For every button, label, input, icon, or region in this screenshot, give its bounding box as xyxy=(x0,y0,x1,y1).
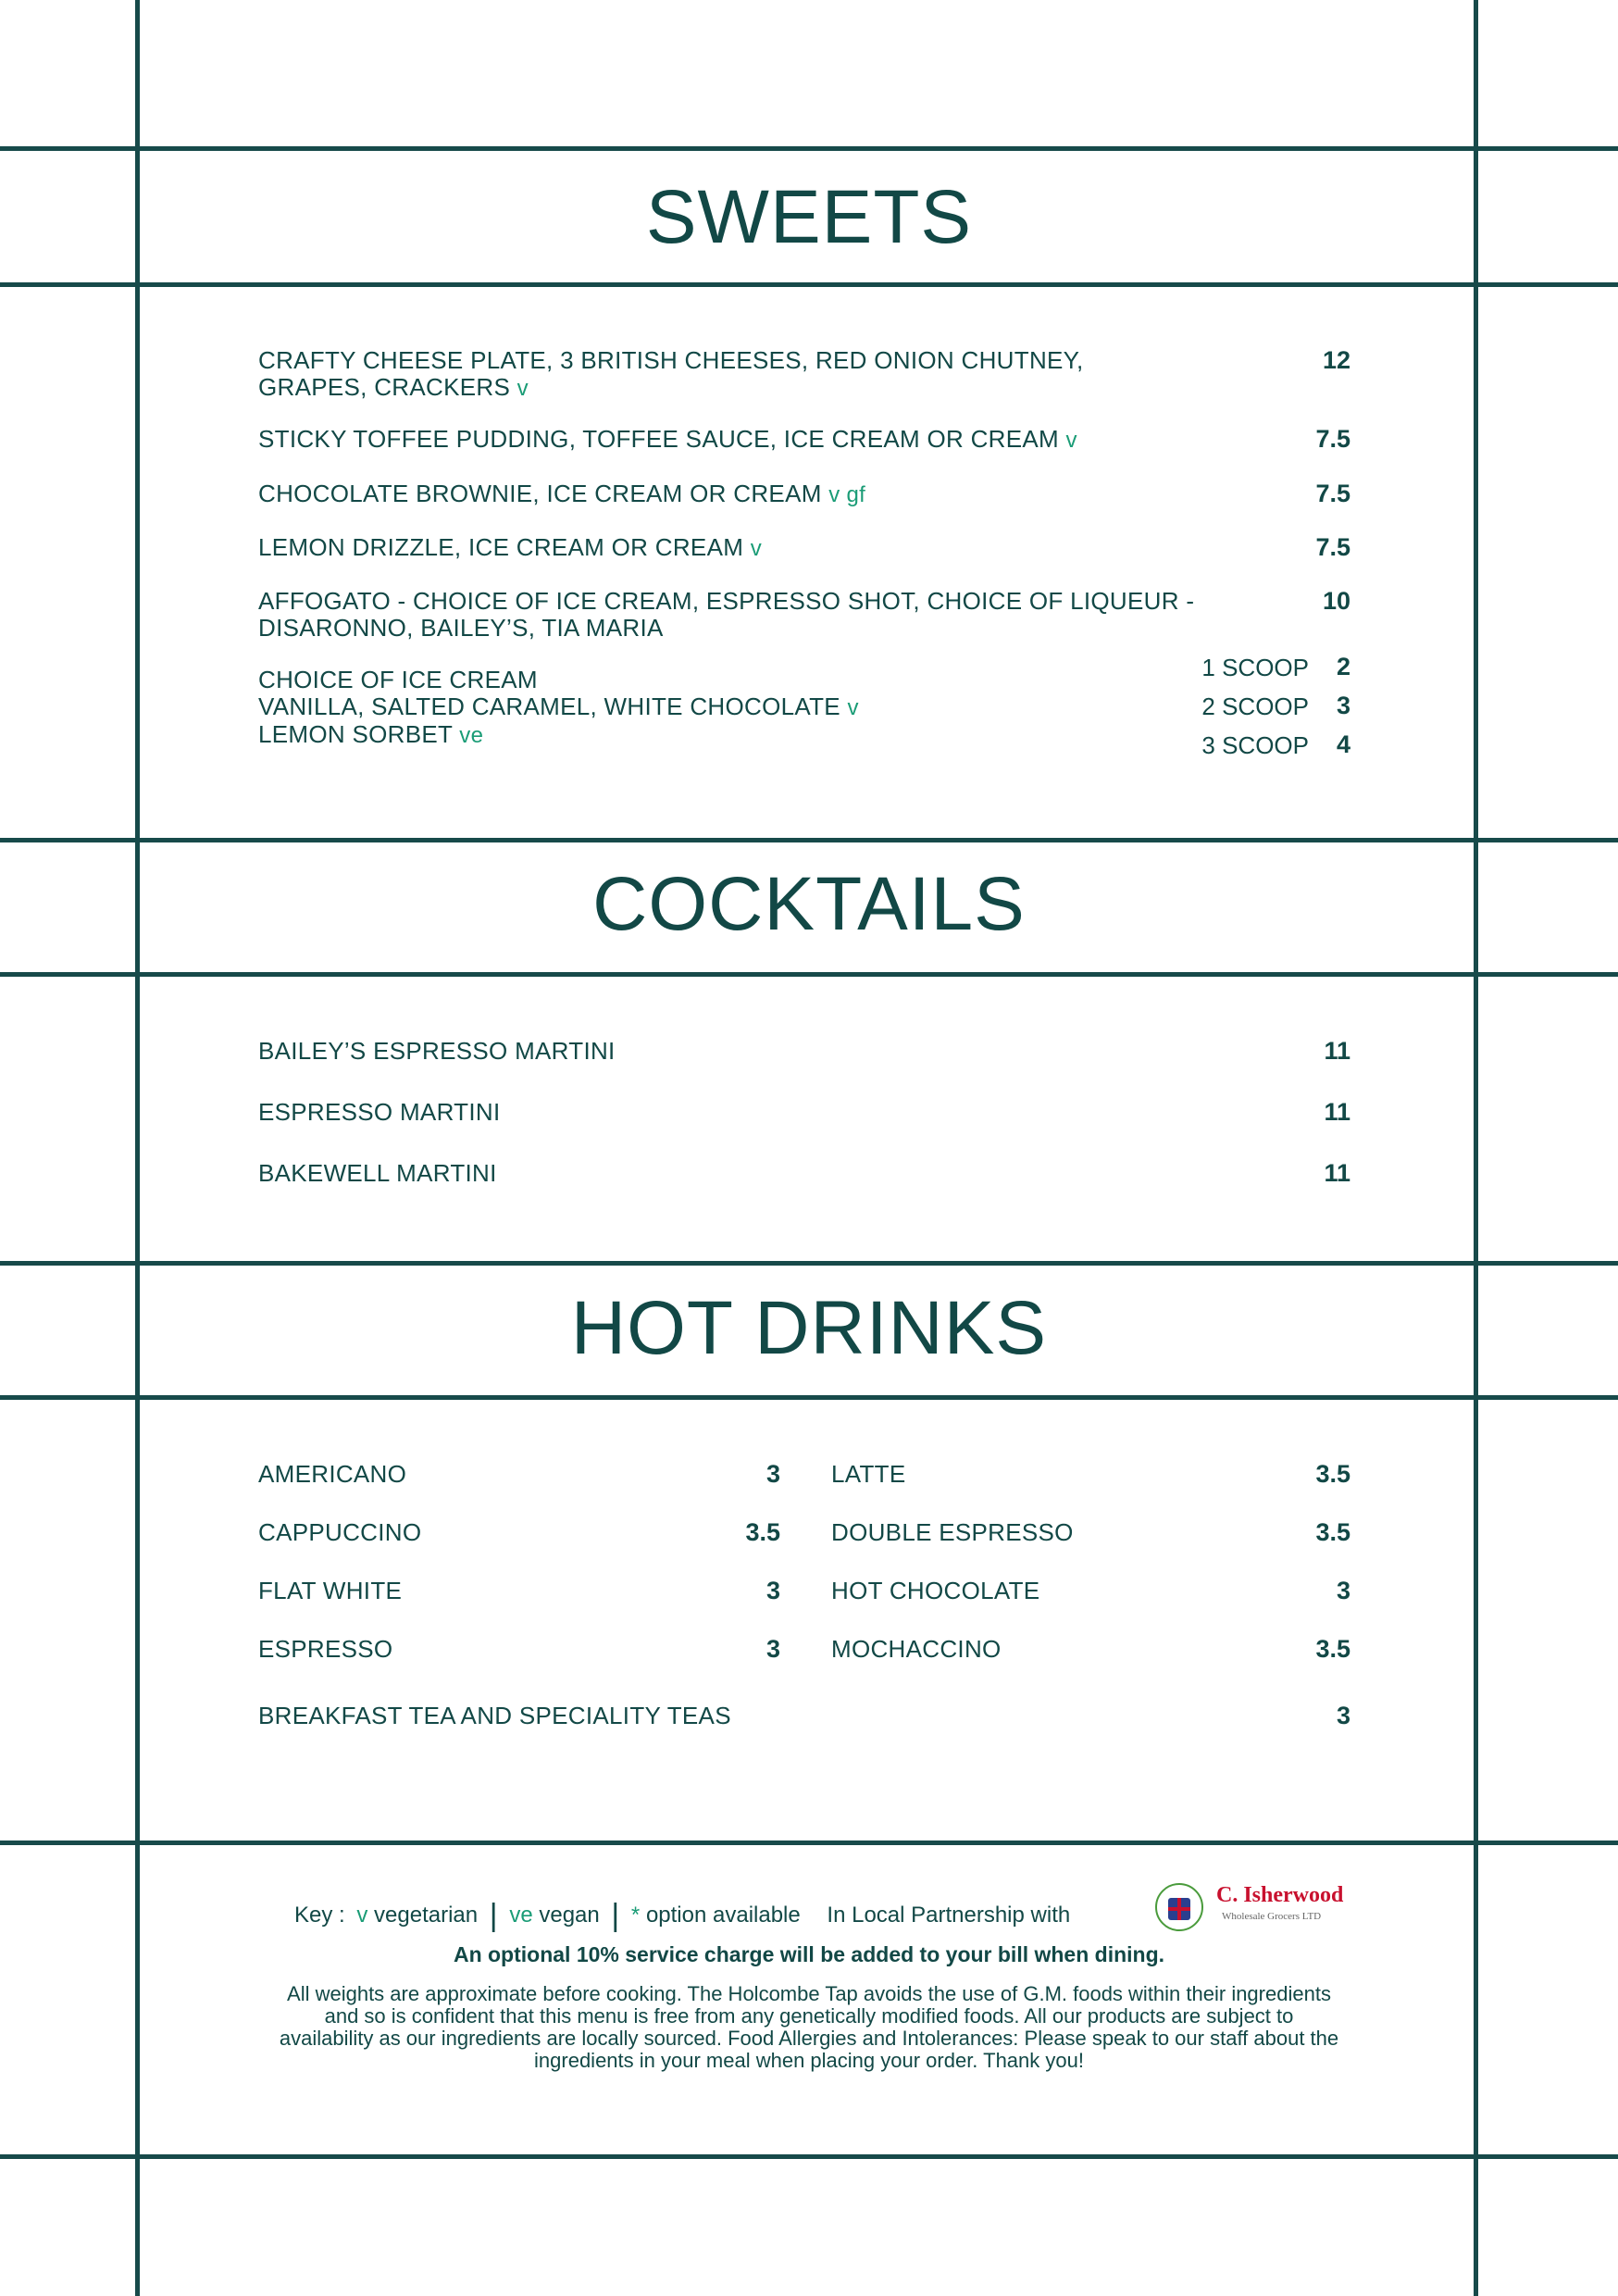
divider-line xyxy=(0,1261,1618,1266)
veg-symbol: v xyxy=(356,1903,368,1928)
divider-line xyxy=(0,1841,1618,1845)
menu-item-cocktail: BAKEWELL MARTINI xyxy=(258,1159,497,1187)
item-name-line: DISARONNO, BAILEY’S, TIA MARIA xyxy=(258,614,664,642)
cocktails-heading: COCKTAILS xyxy=(592,862,1026,946)
item-price: 11 xyxy=(1324,1037,1350,1065)
item-name-line: CRAFTY CHEESE PLATE, 3 BRITISH CHEESES, RED ONION CHUTNEY, xyxy=(258,346,1084,374)
union-flag-icon xyxy=(1168,1898,1190,1920)
menu-item-ice-cream xyxy=(258,667,859,749)
divider-line xyxy=(0,838,1618,842)
menu-item-drink: FLAT WHITE xyxy=(258,1577,403,1604)
divider-line xyxy=(0,282,1618,287)
item-name-line: CHOICE OF ICE CREAM xyxy=(258,666,538,693)
item-name-line: AFFOGATO - CHOICE OF ICE CREAM, ESPRESSO SHOT, CHOICE OF LIQUEUR - xyxy=(258,587,1195,615)
item-price: 3 xyxy=(1336,1702,1350,1729)
dietary-tag: v xyxy=(1065,428,1077,453)
menu-item-drink: DOUBLE ESPRESSO xyxy=(831,1518,1074,1546)
menu-item-drink: LATTE xyxy=(831,1460,906,1488)
option-text: option available xyxy=(645,1903,801,1928)
sweets-heading: SWEETS xyxy=(645,175,973,259)
dietary-tag: v xyxy=(517,376,529,401)
item-price: 7.5 xyxy=(1315,480,1350,507)
vegan-text: vegan xyxy=(539,1903,600,1928)
menu-item-affogato xyxy=(258,588,1194,642)
item-price: 11 xyxy=(1324,1098,1350,1126)
dietary-tag: v xyxy=(750,536,763,561)
menu-item-cocktail: BAILEY’S ESPRESSO MARTINI xyxy=(258,1037,616,1065)
menu-item-drink: ESPRESSO xyxy=(258,1635,393,1663)
scoop-label: 1 SCOOP xyxy=(1201,654,1309,681)
divider-line xyxy=(0,972,1618,977)
divider-line xyxy=(0,1395,1618,1400)
key-separator: | xyxy=(611,1898,620,1933)
dietary-key xyxy=(294,1898,1070,1934)
item-price: 3 xyxy=(765,1460,780,1488)
key-label: Key : xyxy=(294,1903,345,1928)
item-name: CHOCOLATE BROWNIE, ICE CREAM OR CREAM xyxy=(258,480,822,507)
item-price: 12 xyxy=(1322,346,1350,374)
scoop-price: 3 xyxy=(1336,692,1350,719)
scoop-label: 2 SCOOP xyxy=(1201,693,1309,720)
item-price: 3.5 xyxy=(1315,1460,1350,1488)
partnership-text: In Local Partnership with xyxy=(827,1903,1071,1928)
menu-item-brownie xyxy=(258,480,865,508)
item-name-line: GRAPES, CRACKERS xyxy=(258,373,511,401)
scoop-price: 4 xyxy=(1336,730,1350,758)
scoop-price: 2 xyxy=(1336,653,1350,680)
menu-item-drink: HOT CHOCOLATE xyxy=(831,1577,1040,1604)
item-price: 3.5 xyxy=(1315,1635,1350,1663)
scoop-label: 3 SCOOP xyxy=(1201,731,1309,759)
item-price: 3 xyxy=(765,1635,780,1663)
item-name-line: VANILLA, SALTED CARAMEL, WHITE CHOCOLATE xyxy=(258,693,840,720)
key-separator: | xyxy=(489,1898,498,1933)
option-symbol: * xyxy=(630,1903,641,1928)
menu-item-drink: AMERICANO xyxy=(258,1460,407,1488)
menu-item-cocktail: ESPRESSO MARTINI xyxy=(258,1098,501,1126)
item-price: 11 xyxy=(1324,1159,1350,1187)
menu-item-cheese-plate xyxy=(258,347,1083,402)
menu-item-drink: MOCHACCINO xyxy=(831,1635,1002,1663)
divider-line xyxy=(0,2154,1618,2159)
vegan-symbol: ve xyxy=(509,1903,533,1928)
item-price: 3 xyxy=(1336,1577,1350,1604)
partner-logo xyxy=(1155,1881,1368,1933)
service-charge-note: An optional 10% service charge will be added to your bill when dining. xyxy=(453,1942,1165,1966)
item-price: 7.5 xyxy=(1315,533,1350,561)
menu-item-drink: CAPPUCCINO xyxy=(258,1518,422,1546)
menu-item-sticky-toffee xyxy=(258,426,1077,454)
item-name: STICKY TOFFEE PUDDING, TOFFEE SAUCE, ICE CREAM OR CREAM xyxy=(258,425,1060,453)
disclaimer-text: All weights are approximate before cooking. The Holcombe Tap avoids the use of G.M. foods within their ingredients and so is confident that this menu is free from any genetically modified foods. All our products are subject to availability as our ingredients are locally sourced. Food Allergies and Intolerances: Please speak to our staff about the ingredients in your meal when placing your order. Thank you! xyxy=(279,1982,1339,2072)
dietary-tag: ve xyxy=(459,723,484,748)
logo-name: C. Isherwood xyxy=(1216,1883,1344,1907)
hot-drinks-heading: HOT DRINKS xyxy=(570,1286,1048,1370)
item-price: 3.5 xyxy=(745,1518,780,1546)
item-price: 3 xyxy=(765,1577,780,1604)
logo-emblem-icon xyxy=(1155,1883,1203,1931)
item-price: 7.5 xyxy=(1315,425,1350,453)
dietary-tag: v gf xyxy=(828,482,866,507)
logo-subtitle: Wholesale Grocers LTD xyxy=(1222,1911,1322,1922)
item-price: 10 xyxy=(1322,587,1350,615)
item-name-line: LEMON SORBET xyxy=(258,720,453,748)
item-price: 3.5 xyxy=(1315,1518,1350,1546)
veg-text: vegetarian xyxy=(374,1903,479,1928)
menu-item-lemon-drizzle xyxy=(258,534,762,562)
dietary-tag: v xyxy=(847,695,859,720)
menu-item-tea: BREAKFAST TEA AND SPECIALITY TEAS xyxy=(258,1702,731,1729)
divider-line xyxy=(0,146,1618,151)
item-name: LEMON DRIZZLE, ICE CREAM OR CREAM xyxy=(258,533,744,561)
